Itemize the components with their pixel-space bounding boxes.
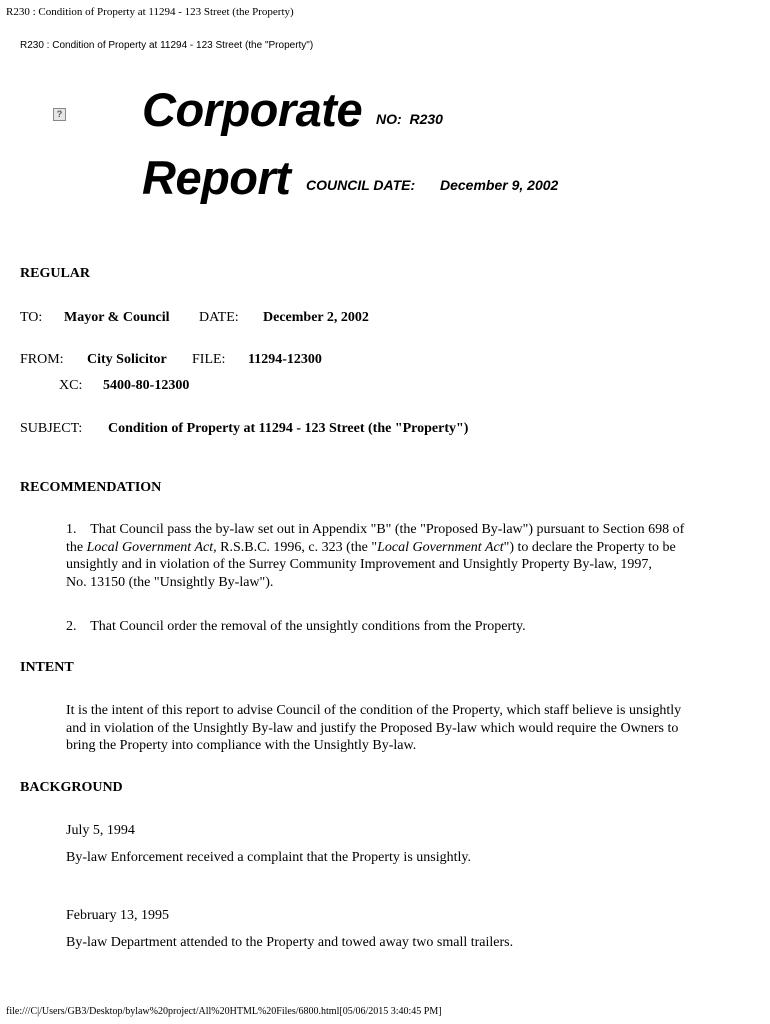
background-date-2: February 13, 1995 bbox=[66, 908, 170, 923]
from-label: FROM: bbox=[20, 352, 64, 367]
subject-label: SUBJECT: bbox=[20, 421, 83, 436]
council-date: December 9, 2002 bbox=[440, 177, 559, 193]
from-value: City Solicitor bbox=[87, 352, 167, 367]
recommendation-item-2: 2. That Council order the removal of the unsightly conditions from the Property. bbox=[66, 619, 526, 634]
xc-value: 5400-80-12300 bbox=[103, 378, 190, 393]
report-number-label: NO: R230 bbox=[376, 111, 443, 127]
recommendation-item-1: 1. That Council pass the by-law set out in Appendix "B" (the "Proposed By-law") pursuant to Section 698 of the Local Government Act, R.S.B.C. 1996, c. 323 (the "Local Government Act") to declare the Property to be unsightly and in violation of the Surrey Community Improvement and Unsightly Property By-law, 1997, No. 13150 (the "Unsightly By-law"). bbox=[66, 522, 685, 590]
file-label: FILE: bbox=[192, 352, 226, 367]
masthead-corporate: Corporate bbox=[142, 83, 363, 136]
background-heading: BACKGROUND bbox=[20, 780, 123, 795]
document-header-title: R230 : Condition of Property at 11294 - 123 Street (the "Property") bbox=[20, 40, 314, 51]
intent-heading: INTENT bbox=[20, 660, 74, 675]
recommendation-heading: RECOMMENDATION bbox=[20, 480, 162, 495]
to-value: Mayor & Council bbox=[64, 310, 170, 325]
report-number: R230 bbox=[409, 111, 443, 127]
xc-label: XC: bbox=[59, 378, 83, 393]
masthead-report: Report bbox=[142, 151, 291, 204]
background-text-1: By-law Enforcement received a complaint that the Property is unsightly. bbox=[66, 850, 471, 865]
footer-file-path: file:///C|/Users/GB3/Desktop/bylaw%20project/All%20HTML%20Files/6800.html[05/06/2015 3:40:45 PM] bbox=[6, 1006, 442, 1017]
date-label: DATE: bbox=[199, 310, 239, 325]
subject-value: Condition of Property at 11294 - 123 Street (the "Property") bbox=[108, 421, 469, 436]
intent-paragraph: It is the intent of this report to advise Council of the condition of the Property, which staff believe is unsightly and in violation of the Unsightly By-law and justify the Proposed By-law which would require the Owners to bring the Property into compliance with the Unsightly By-law. bbox=[66, 703, 682, 753]
to-label: TO: bbox=[20, 310, 43, 325]
file-value: 11294-12300 bbox=[248, 352, 322, 367]
broken-image-icon: ? bbox=[53, 108, 66, 121]
report-type: REGULAR bbox=[20, 266, 91, 281]
browser-page-title: R230 : Condition of Property at 11294 - 123 Street (the Property) bbox=[6, 6, 294, 18]
council-date-label: COUNCIL DATE: bbox=[306, 177, 416, 193]
background-date-1: July 5, 1994 bbox=[66, 823, 135, 838]
date-value: December 2, 2002 bbox=[263, 310, 369, 325]
background-text-2: By-law Department attended to the Property and towed away two small trailers. bbox=[66, 935, 514, 950]
